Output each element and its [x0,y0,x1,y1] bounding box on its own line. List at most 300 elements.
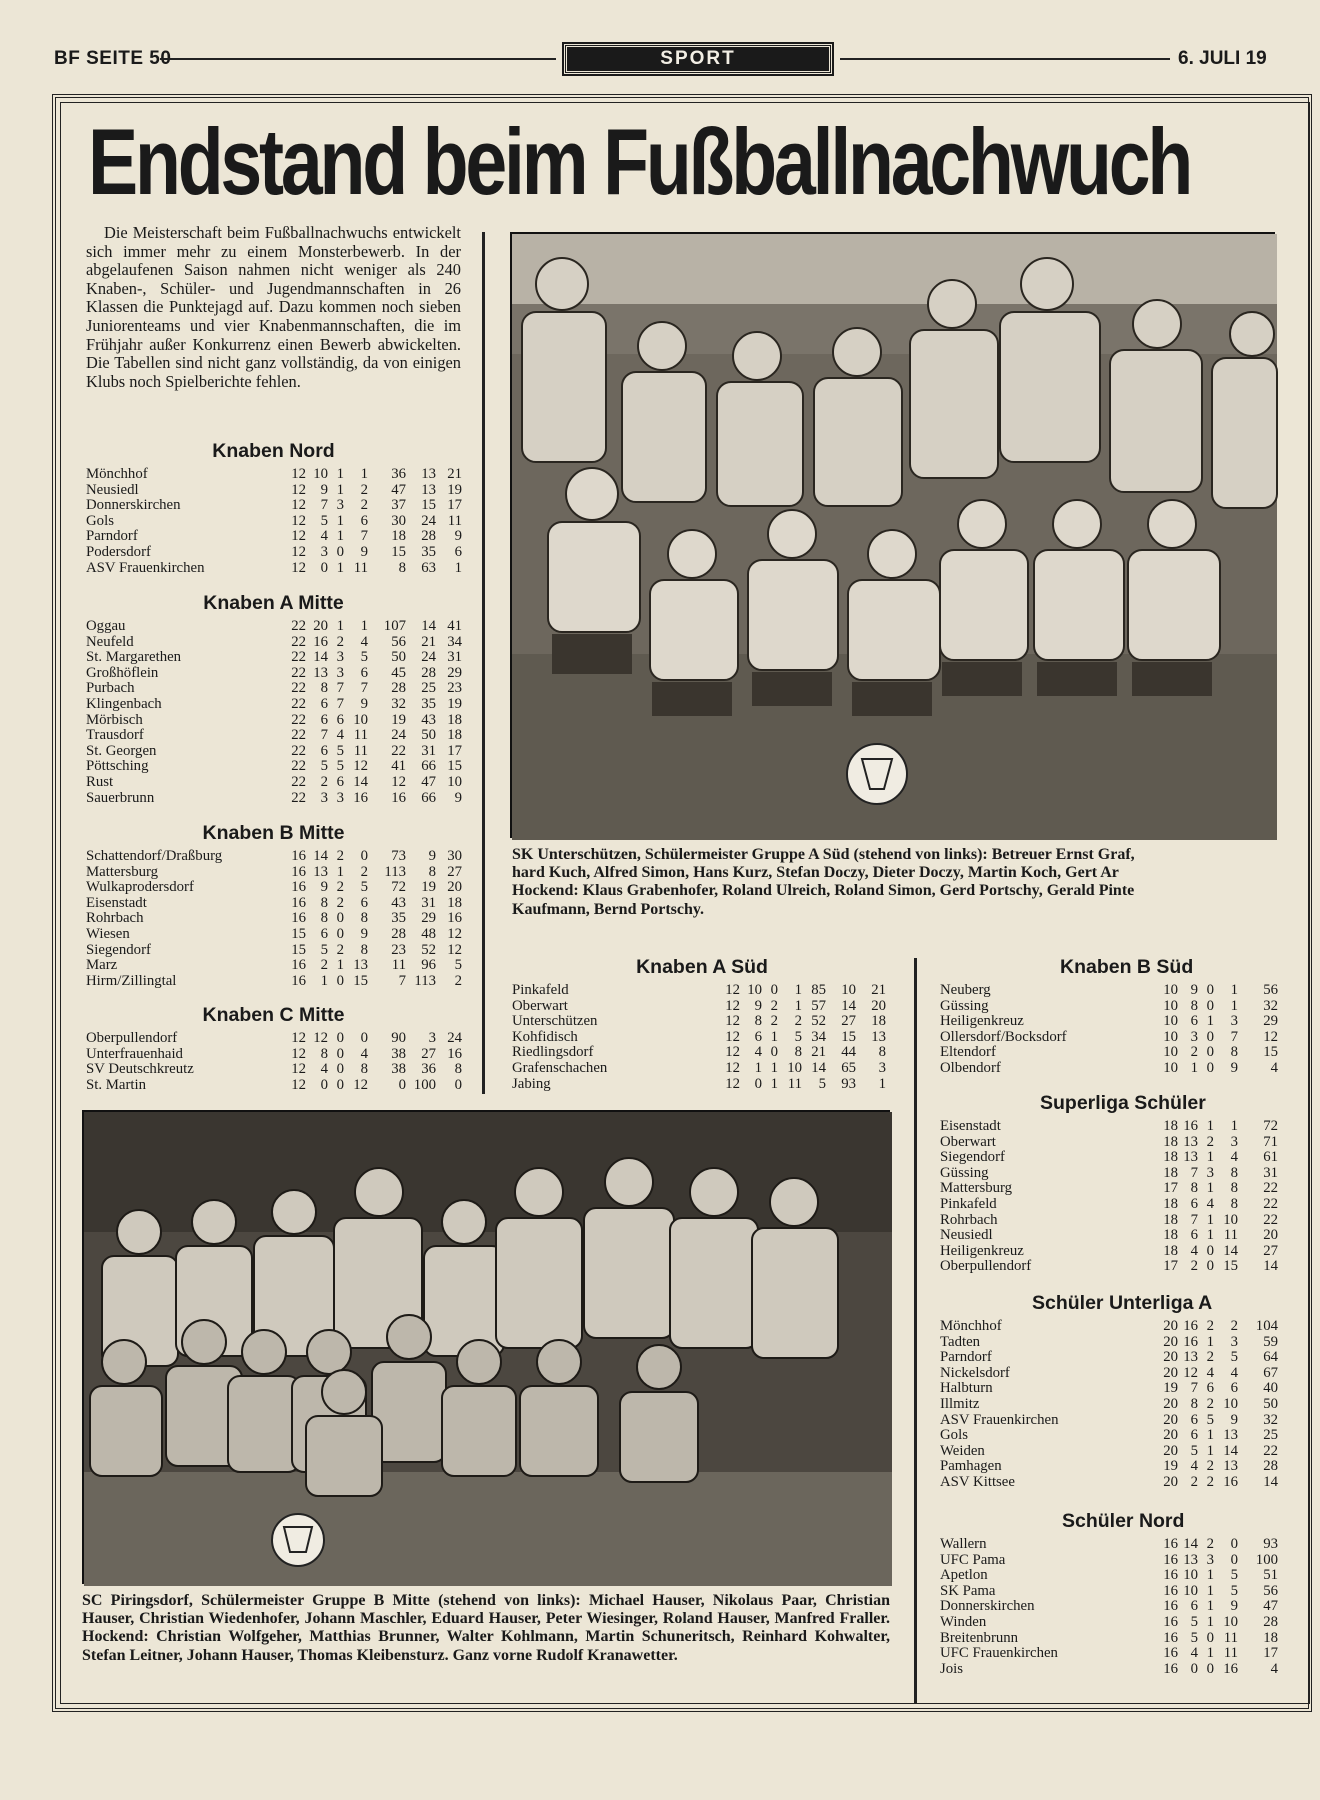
stat-cell: 11 [787,1075,802,1092]
stat-cell: 4 [1230,1364,1238,1381]
table-row [512,983,886,999]
team-name: Parndorf [86,528,138,545]
stat-cell: 13 [421,466,436,482]
stat-cell: 4 [1270,1660,1278,1677]
stat-cell: 6 [360,894,368,911]
stat-cell: 5 [360,879,368,896]
stat-cell: 5 [1206,1411,1214,1428]
team-name: Neufeld [86,633,134,650]
table-row [86,650,462,666]
stat-cell: 22 [291,664,306,681]
stat-cell: 2 [360,497,368,514]
stat-cell: 5 [336,758,344,775]
stat-cell: 10 [313,466,328,482]
stat-cell: 23 [447,680,462,697]
stat-cell: 8 [320,894,328,911]
stat-cell: 25 [421,680,436,697]
stat-cell: 15 [421,497,436,514]
stat-cell: 6 [1206,1380,1214,1397]
stat-cell: 6 [336,773,344,790]
stat-cell: 50 [1263,1395,1278,1412]
stat-cell: 5 [1230,1582,1238,1599]
stat-cell: 43 [421,711,436,728]
stat-cell: 22 [291,695,306,712]
stat-cell: 16 [447,1045,462,1062]
stat-cell: 15 [291,925,306,942]
stat-cell: 1 [1206,1149,1214,1166]
team-name: Neusiedl [86,481,139,498]
table-row [940,1475,1278,1491]
stat-cell: 16 [1163,1536,1178,1552]
league-title-knaben-b-mitte: Knaben B Mitte [202,822,345,844]
stat-cell: 0 [1206,1059,1214,1076]
stat-cell: 14 [353,773,368,790]
stat-cell: 16 [1163,1613,1178,1630]
stat-cell: 13 [1223,1458,1238,1475]
team-name: Marz [86,957,118,974]
stat-cell: 4 [320,528,328,545]
stat-cell: 0 [360,1030,368,1046]
table-row [940,1244,1278,1260]
stat-cell: 1 [1206,1013,1214,1030]
stat-cell: 65 [841,1059,856,1076]
table-row [940,1444,1278,1460]
team-name: UFC Pama [940,1551,1006,1568]
stat-cell: 8 [878,1044,886,1061]
table-row [940,1366,1278,1382]
stat-cell: 0 [1206,982,1214,998]
stat-cell: 41 [447,618,462,634]
stat-cell: 2 [1206,1458,1214,1475]
table-row [86,775,462,791]
table-row [940,1537,1278,1553]
stat-cell: 36 [391,466,406,482]
table-row [940,1166,1278,1182]
stat-cell: 22 [291,633,306,650]
team-photo-unterschuetzen [510,232,1275,838]
stat-cell: 8 [320,680,328,697]
stat-cell: 100 [413,1076,436,1093]
stat-cell: 3 [1230,1013,1238,1030]
stat-cell: 8 [1230,1164,1238,1181]
stat-cell: 1 [360,618,368,634]
stat-cell: 24 [391,727,406,744]
table-row [940,1259,1278,1275]
team-name: Oberpullendorf [940,1258,1032,1275]
table-row [512,1014,886,1030]
stat-cell: 4 [1190,1458,1198,1475]
table-row [512,999,886,1015]
stat-cell: 0 [336,1076,344,1093]
stat-cell: 85 [811,982,826,998]
stat-cell: 6 [320,711,328,728]
team-name: Breitenbrunn [940,1629,1019,1646]
stat-cell: 64 [1263,1349,1278,1366]
stat-cell: 7 [1190,1164,1198,1181]
stat-cell: 11 [353,727,368,744]
stat-cell: 11 [1223,1227,1238,1244]
stat-cell: 20 [1263,1227,1278,1244]
team-name: Pöttsching [86,758,149,775]
stat-cell: 13 [871,1028,886,1045]
stat-cell: 13 [353,957,368,974]
stat-cell: 0 [1206,997,1214,1014]
stat-cell: 45 [391,664,406,681]
stat-cell: 8 [794,1044,802,1061]
stat-cell: 1 [360,466,368,482]
stat-cell: 6 [1190,1227,1198,1244]
table-row [86,713,462,729]
stat-cell: 15 [841,1028,856,1045]
stat-cell: 1 [336,863,344,880]
table-row [940,1568,1278,1584]
stat-cell: 12 [291,466,306,482]
stat-cell: 18 [447,894,462,911]
stat-cell: 12 [291,1061,306,1078]
stat-cell: 16 [1163,1598,1178,1615]
stat-cell: 3 [336,664,344,681]
stat-cell: 2 [770,997,778,1014]
team-name: Klingenbach [86,695,162,712]
team-name: Eisenstadt [86,894,147,911]
stat-cell: 4 [360,633,368,650]
stat-cell: 0 [336,543,344,560]
stat-cell: 0 [336,972,344,989]
stat-cell: 1 [1206,1180,1214,1197]
stat-cell: 16 [353,789,368,806]
stat-cell: 14 [313,649,328,666]
stat-cell: 1 [794,997,802,1014]
table-row [86,619,462,635]
team-name: Parndorf [940,1349,992,1366]
stat-cell: 1 [770,1028,778,1045]
table-row [86,498,462,514]
team-name: Eisenstadt [940,1118,1001,1134]
stat-cell: 34 [447,633,462,650]
stat-cell: 22 [1263,1180,1278,1197]
stat-cell: 10 [1163,1059,1178,1076]
table-row [86,849,462,865]
stat-cell: 10 [1163,1028,1178,1045]
table-row [940,1014,1278,1030]
stat-cell: 18 [447,711,462,728]
stat-cell: 16 [291,879,306,896]
stat-cell: 0 [336,925,344,942]
stat-cell: 9 [320,481,328,498]
stat-cell: 2 [1206,1536,1214,1552]
stat-cell: 47 [421,773,436,790]
stat-cell: 14 [421,618,436,634]
table-row [940,1662,1278,1678]
stat-cell: 2 [360,863,368,880]
stat-cell: 3 [336,649,344,666]
stat-cell: 8 [360,1061,368,1078]
team-name: UFC Frauenkirchen [940,1645,1058,1662]
stat-cell: 18 [1163,1133,1178,1150]
stat-cell: 18 [871,1013,886,1030]
stat-cell: 7 [336,680,344,697]
stat-cell: 29 [447,664,462,681]
stat-cell: 18 [447,727,462,744]
stat-cell: 1 [1206,1567,1214,1584]
stat-cell: 0 [320,1076,328,1093]
table-row [940,1319,1278,1335]
stat-cell: 20 [1163,1318,1178,1334]
stat-cell: 9 [320,879,328,896]
stat-cell: 35 [421,695,436,712]
stat-cell: 12 [291,481,306,498]
stat-cell: 12 [291,1045,306,1062]
stat-cell: 1 [336,957,344,974]
team-name: Pinkafeld [512,982,569,998]
stat-cell: 16 [1223,1660,1238,1677]
stat-cell: 1 [336,618,344,634]
stat-cell: 48 [421,925,436,942]
stat-cell: 27 [421,1045,436,1062]
stat-cell: 52 [811,1013,826,1030]
table-row [86,467,462,483]
stat-cell: 56 [1263,982,1278,998]
stat-cell: 20 [1163,1395,1178,1412]
table-row [86,911,462,927]
stat-cell: 0 [336,1061,344,1078]
table-row [940,1413,1278,1429]
stat-cell: 15 [1223,1258,1238,1275]
stat-cell: 10 [447,773,462,790]
stat-cell: 16 [291,863,306,880]
stat-cell: 3 [320,543,328,560]
team-name: Donnerskirchen [940,1598,1035,1615]
stat-cell: 1 [1206,1582,1214,1599]
team-name: Gols [940,1427,968,1444]
stat-cell: 2 [1206,1473,1214,1490]
stat-cell: 16 [1183,1318,1198,1334]
stat-cell: 7 [320,497,328,514]
stat-cell: 20 [1163,1427,1178,1444]
stat-cell: 22 [391,742,406,759]
stat-cell: 9 [454,528,462,545]
stat-cell: 20 [1163,1473,1178,1490]
stat-cell: 22 [291,618,306,634]
stat-cell: 22 [1263,1211,1278,1228]
table-row [86,880,462,896]
team-name: ASV Kittsee [940,1473,1015,1490]
stat-cell: 3 [1190,1028,1198,1045]
stat-cell: 51 [1263,1567,1278,1584]
table-row [940,1135,1278,1151]
team-name: Sauerbrunn [86,789,155,806]
stat-cell: 47 [1263,1598,1278,1615]
stat-cell: 10 [1163,1013,1178,1030]
stat-cell: 3 [1230,1333,1238,1350]
stat-cell: 1 [1230,982,1238,998]
stat-cell: 28 [1263,1458,1278,1475]
stat-cell: 8 [454,1061,462,1078]
stat-cell: 3 [428,1030,436,1046]
stat-cell: 1 [336,559,344,576]
team-name: Winden [940,1613,987,1630]
stat-cell: 0 [454,1076,462,1093]
stat-cell: 16 [1163,1629,1178,1646]
stat-cell: 6 [1190,1411,1198,1428]
stat-cell: 93 [1263,1536,1278,1552]
table-row [940,1045,1278,1061]
page-number: BF SEITE 50 [54,48,172,69]
stat-cell: 22 [291,711,306,728]
stat-cell: 10 [1163,1044,1178,1061]
team-name: Güssing [940,1164,989,1181]
stat-cell: 12 [313,1030,328,1046]
stat-cell: 4 [320,1061,328,1078]
table-row [86,974,462,990]
stat-cell: 12 [1263,1028,1278,1045]
stat-cell: 16 [1183,1333,1198,1350]
stat-cell: 73 [391,848,406,864]
table-row [940,1228,1278,1244]
team-name: Unterschützen [512,1013,598,1030]
stat-cell: 1 [1190,1059,1198,1076]
stat-cell: 18 [391,528,406,545]
stat-cell: 3 [1230,1133,1238,1150]
table-row [512,1030,886,1046]
stat-cell: 72 [1263,1118,1278,1134]
stat-cell: 6 [1190,1598,1198,1615]
stat-cell: 13 [313,863,328,880]
stat-cell: 12 [447,941,462,958]
stat-cell: 8 [398,559,406,576]
stat-cell: 3 [1206,1164,1214,1181]
stat-cell: 5 [320,941,328,958]
stat-cell: 61 [1263,1149,1278,1166]
stat-cell: 44 [841,1044,856,1061]
team-name: Tadten [940,1333,981,1350]
stat-cell: 5 [320,512,328,529]
stat-cell: 20 [1163,1349,1178,1366]
stat-cell: 9 [1230,1411,1238,1428]
stat-cell: 22 [291,680,306,697]
team-photo-piringsdorf-image [84,1112,892,1586]
team-name: Heiligenkreuz [940,1013,1024,1030]
stat-cell: 4 [1190,1242,1198,1259]
team-name: SK Pama [940,1582,996,1599]
stat-cell: 16 [313,633,328,650]
stat-cell: 13 [1183,1349,1198,1366]
team-name: Mattersburg [86,863,159,880]
table-row [940,1397,1278,1413]
standings-table-knaben-a-mitte [86,619,462,806]
stat-cell: 8 [360,910,368,927]
stat-cell: 8 [1230,1044,1238,1061]
stat-cell: 18 [1163,1118,1178,1134]
stat-cell: 6 [454,543,462,560]
stat-cell: 37 [391,497,406,514]
stat-cell: 27 [841,1013,856,1030]
stat-cell: 6 [320,695,328,712]
stat-cell: 20 [871,997,886,1014]
headline: Endstand beim Fußballnachwuch [88,109,1191,214]
stat-cell: 20 [1163,1333,1178,1350]
stat-cell: 0 [320,559,328,576]
stat-cell: 107 [383,618,406,634]
stat-cell: 57 [811,997,826,1014]
stat-cell: 12 [725,982,740,998]
table-row [86,483,462,499]
team-name: Siegendorf [86,941,151,958]
table-row [512,1077,886,1093]
stat-cell: 6 [360,512,368,529]
stat-cell: 6 [320,742,328,759]
table-row [86,791,462,807]
caption-line: Hockend: Klaus Grabenhofer, Roland Ulreich, Roland Simon, Gerd Portschy, Gerald Pinte [512,882,1135,900]
stat-cell: 10 [1183,1567,1198,1584]
table-row [940,1061,1278,1077]
stat-cell: 4 [360,1045,368,1062]
stat-cell: 28 [421,664,436,681]
stat-cell: 7 [398,972,406,989]
team-name: ASV Frauenkirchen [86,559,205,576]
column-rule-right [914,958,917,1704]
stat-cell: 16 [1163,1582,1178,1599]
stat-cell: 31 [421,742,436,759]
stat-cell: 1 [1206,1227,1214,1244]
stat-cell: 16 [291,910,306,927]
stat-cell: 22 [291,758,306,775]
stat-cell: 10 [1223,1395,1238,1412]
stat-cell: 18 [1163,1211,1178,1228]
team-name: Apetlon [940,1567,988,1584]
team-name: Gols [86,512,114,529]
stat-cell: 20 [447,879,462,896]
column-rule-left [482,232,485,1094]
stat-cell: 0 [1206,1028,1214,1045]
stat-cell: 4 [1190,1645,1198,1662]
table-row [86,561,462,577]
stat-cell: 4 [754,1044,762,1061]
stat-cell: 0 [336,1045,344,1062]
table-row [940,1197,1278,1213]
stat-cell: 41 [391,758,406,775]
header-rule-left [160,58,556,60]
stat-cell: 3 [1206,1551,1214,1568]
intro-text: Die Meisterschaft beim Fußballnachwuchs entwickelt sich immer mehr zu einem Monsterbewerb. In der abgelaufenen Saison nahmen nicht weniger als 240 Knaben-, Schüler- und Jugendmannschaften in 26 Klassen die Punktejagd auf. Dazu kommen noch sieben Juniorenteams und vier Knabenmannschaften, die im Frühjahr außer Konkurrenz einen Bewerb abwickelten. Die Tabellen sind nicht ganz vollständig, da von einigen Klubs noch Spielberichte fehlen. [86,223,461,391]
stat-cell: 14 [811,1059,826,1076]
table-row [86,943,462,959]
stat-cell: 30 [447,848,462,864]
stat-cell: 8 [428,863,436,880]
stat-cell: 5 [320,758,328,775]
team-name: Pamhagen [940,1458,1002,1475]
stat-cell: 12 [447,925,462,942]
stat-cell: 1 [336,481,344,498]
stat-cell: 14 [313,848,328,864]
stat-cell: 20 [313,618,328,634]
team-name: Olbendorf [940,1059,1001,1076]
table-row [940,1335,1278,1351]
stat-cell: 0 [360,848,368,864]
stat-cell: 13 [1183,1149,1198,1166]
stat-cell: 3 [878,1059,886,1076]
team-name: Rohrbach [940,1211,998,1228]
stat-cell: 19 [421,879,436,896]
stat-cell: 8 [360,941,368,958]
stat-cell: 2 [1230,1318,1238,1334]
stat-cell: 5 [794,1028,802,1045]
team-name: Wallern [940,1536,987,1552]
stat-cell: 13 [1183,1551,1198,1568]
stat-cell: 9 [1230,1598,1238,1615]
stat-cell: 16 [1183,1118,1198,1134]
stat-cell: 11 [391,957,406,974]
